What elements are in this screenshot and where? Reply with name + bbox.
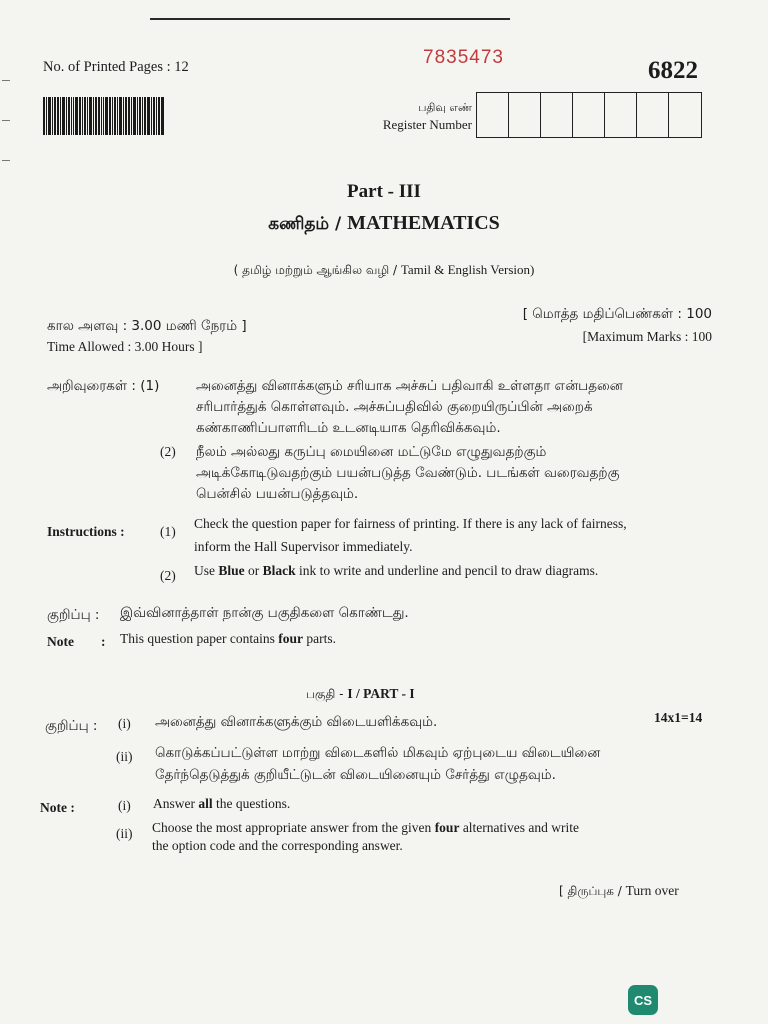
register-label-ta: பதிவு எண் bbox=[418, 101, 472, 114]
instruction-ta-2-line2: அடிக்கோடிடுவதற்கும் பயன்படுத்த வேண்டும். படங்கள் வரைவதற்கு bbox=[196, 465, 620, 481]
version-line bbox=[0, 262, 768, 279]
register-digit-box[interactable] bbox=[509, 93, 541, 137]
note-ta-text: இவ்வினாத்தாள் நான்கு பகுதிகளை கொண்டது. bbox=[120, 605, 409, 621]
note-en-colon: : bbox=[101, 634, 106, 649]
note-en-text bbox=[120, 631, 336, 647]
note-en-label: Note bbox=[47, 634, 74, 649]
part1-en-i-num: (i) bbox=[118, 798, 131, 813]
bold-text: four bbox=[278, 631, 303, 646]
text: பகுதி - bbox=[306, 687, 348, 701]
part1-en-ii-line2: the option code and the corresponding answer. bbox=[152, 838, 403, 853]
printed-pages: No. of Printed Pages : 12 bbox=[43, 59, 189, 75]
bold-text: I / PART - I bbox=[347, 686, 415, 701]
part1-marks: 14x1=14 bbox=[654, 710, 703, 725]
text: This question paper contains bbox=[120, 631, 279, 646]
instruction-ta-2-line1: நீலம் அல்லது கருப்பு மையினை மட்டுமே எழுதுவதற்கும் bbox=[196, 444, 547, 460]
instructions-ta-label: அறிவுரைகள் : (1) bbox=[47, 378, 160, 394]
part1-ta-ii-num: (ii) bbox=[116, 749, 133, 764]
part1-ta-ii-line2: தேர்ந்தெடுத்துக் குறியீட்டுடன் விடையினையும் சேர்த்து எழுதவும். bbox=[155, 767, 556, 783]
bold-text: four bbox=[434, 820, 460, 835]
register-digit-box[interactable] bbox=[541, 93, 573, 137]
instruction-ta-1-line2: சரிபார்த்துக் கொள்ளவும். அச்சுப்பதிவில் குறையிருப்பின் அறைக் bbox=[196, 399, 593, 415]
part1-note-en-label: Note : bbox=[40, 800, 75, 815]
camscanner-logo-icon: CS bbox=[628, 985, 658, 1015]
text: the questions. bbox=[212, 796, 291, 811]
edge-mark bbox=[2, 120, 10, 121]
time-allowed-ta: கால அளவு : 3.00 மணி நேரம் ] bbox=[47, 318, 247, 334]
instruction-ta-2-line3: பென்சில் பயன்படுத்தவும். bbox=[196, 486, 359, 502]
part1-heading bbox=[306, 686, 415, 703]
register-digit-box[interactable] bbox=[669, 93, 701, 137]
handwritten-number: 7835473 bbox=[423, 47, 504, 68]
text: ink to write and underline and pencil to draw diagrams. bbox=[295, 563, 599, 578]
max-marks-ta: [ மொத்த மதிப்பெண்கள் : 100 bbox=[522, 306, 712, 322]
register-label-en: Register Number bbox=[382, 117, 472, 132]
version-en: Tamil & English Version) bbox=[400, 262, 535, 277]
register-digit-box[interactable] bbox=[605, 93, 637, 137]
text: Use bbox=[194, 563, 219, 578]
subject-ta: கணிதம் / bbox=[268, 214, 348, 234]
part1-ta-ii-line1: கொடுக்கப்பட்டுள்ள மாற்று விடைகளில் மிகவும் ஏற்புடைய விடையினை bbox=[155, 745, 601, 761]
part-title: Part - III bbox=[347, 181, 421, 202]
subject-title bbox=[0, 212, 768, 236]
text: parts. bbox=[302, 631, 336, 646]
register-digit-box[interactable] bbox=[573, 93, 605, 137]
instructions-en-label: Instructions : bbox=[47, 524, 125, 539]
paper-code: 6822 bbox=[648, 57, 698, 84]
register-digit-box[interactable] bbox=[477, 93, 509, 137]
max-marks-en: [Maximum Marks : 100 bbox=[582, 329, 712, 344]
time-allowed-en: Time Allowed : 3.00 Hours ] bbox=[47, 339, 203, 354]
text: [ திருப்புக / bbox=[559, 884, 626, 898]
instruction-en-1-num: (1) bbox=[160, 524, 176, 539]
instruction-en-1-line2: inform the Hall Supervisor immediately. bbox=[194, 539, 413, 554]
instruction-ta-1-line1: அனைத்து வினாக்களும் சரியாக அச்சுப் பதிவாகி உள்ளதா என்பதனை bbox=[196, 378, 623, 394]
register-label bbox=[360, 99, 472, 133]
instruction-en-2 bbox=[194, 563, 598, 579]
part1-en-ii-line1 bbox=[152, 820, 579, 836]
bold-text: Black bbox=[262, 563, 296, 578]
subject-en: MATHEMATICS bbox=[347, 212, 500, 234]
part1-ta-i-num: (i) bbox=[118, 716, 131, 731]
turn-over bbox=[559, 883, 679, 900]
barcode bbox=[43, 97, 188, 135]
top-rule bbox=[150, 18, 510, 20]
part1-en-ii-num: (ii) bbox=[116, 826, 133, 841]
instruction-en-1-line1: Check the question paper for fairness of printing. If there is any lack of fairness, bbox=[194, 516, 627, 531]
part1-ta-i-text: அனைத்து வினாக்களுக்கும் விடையளிக்கவும். bbox=[155, 714, 438, 730]
edge-mark bbox=[2, 160, 10, 161]
bold-text: all bbox=[198, 796, 213, 811]
register-number-boxes[interactable] bbox=[476, 92, 702, 138]
instruction-ta-1-line3: கண்காணிப்பாளரிடம் உடனடியாக தெரிவிக்கவும். bbox=[196, 420, 501, 436]
text: Answer bbox=[153, 796, 199, 811]
version-ta: ( தமிழ் மற்றும் ஆங்கில வழி / bbox=[233, 263, 401, 277]
instruction-en-2-num: (2) bbox=[160, 568, 176, 583]
instruction-ta-2-num: (2) bbox=[160, 444, 176, 459]
part1-en-i-text bbox=[153, 796, 290, 812]
text: Turn over bbox=[625, 883, 679, 898]
text: or bbox=[244, 563, 263, 578]
text: Choose the most appropriate answer from the given bbox=[152, 820, 435, 835]
note-ta-label: குறிப்பு : bbox=[47, 607, 100, 623]
edge-mark bbox=[2, 80, 10, 81]
bold-text: Blue bbox=[218, 563, 245, 578]
register-digit-box[interactable] bbox=[637, 93, 669, 137]
text: alternatives and write bbox=[459, 820, 580, 835]
part1-note-ta-label: குறிப்பு : bbox=[45, 718, 98, 734]
